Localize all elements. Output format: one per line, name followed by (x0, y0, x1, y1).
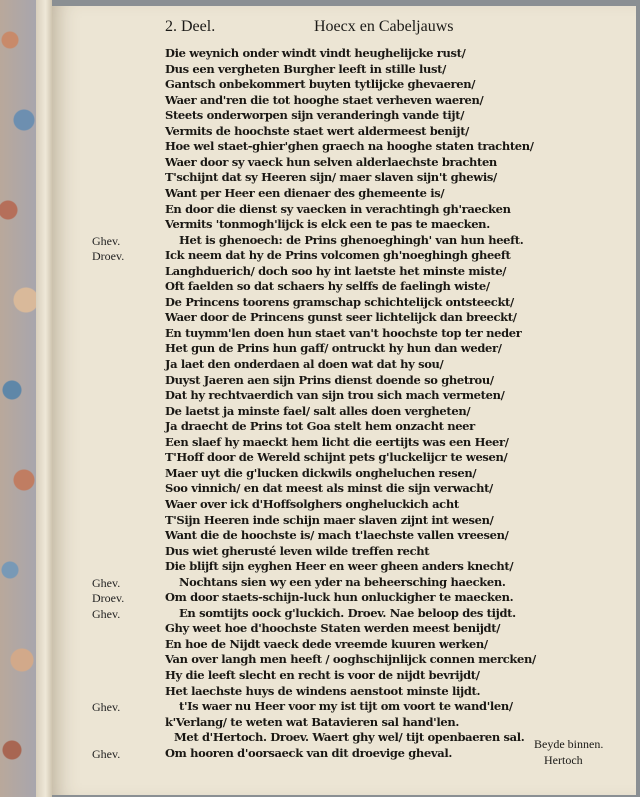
speaker-label: Ghev. (92, 233, 121, 248)
verse-text: Waer and'ren die tot hooghe staet verheven waeren/ (165, 92, 484, 107)
verse-text: Ja laet den onderdaen al doen wat dat hy sou/ (165, 357, 444, 371)
verse-text: Vermits de hoochste staet wert aldermeest benijt/ (165, 123, 470, 138)
speaker-label: Ghev. (92, 606, 121, 621)
verse-text: Want die de hoochste is/ mach t'laechste vallen vreesen/ (165, 528, 509, 543)
verse-text: k'Verlang/ te weten wat Batavieren sal hand'len. (165, 714, 459, 729)
verse-text: Dus wiet gherusté leven wilde treffen recht (165, 543, 430, 558)
stage-direction-enter: Hertoch (544, 753, 583, 767)
speaker-label: Ghev. (92, 746, 121, 761)
verse-text: Waer door de Princens gunst seer lichtelijck dan breeckt/ (165, 310, 517, 325)
verse-text: Duyst Jaeren aen sijn Prins dienst doende so ghetrou/ (165, 372, 494, 387)
verse-text: Het gun de Prins hun gaff/ ontruckt hy hun dan weder/ (165, 341, 502, 356)
verse-text: De Princens toorens gramschap schichtelijck ontsteeckt/ (165, 294, 514, 309)
verse-text: Dat hy rechtvaerdich van sijn trou sich mach vermeten/ (165, 388, 505, 403)
marbled-endpaper (0, 0, 36, 797)
verse-text: En door die dienst sy vaecken in verachtingh gh'raecken (165, 201, 511, 216)
verse-text: En hoe de Nijdt vaeck dede vreemde kuuren werken/ (165, 636, 488, 651)
verse-text: Hy die leeft slecht en recht is voor de nijdt bevrijdt/ (165, 668, 480, 682)
verse-text: Een slaef hy maeckt hem licht die eertijts was een Heer/ (165, 434, 509, 449)
verse-text: T'Sijn Heeren inde schijn maer slaven zijnt int wesen/ (165, 512, 494, 527)
verse-text: Oft faelden so dat schaers hy selffs de faelingh wiste/ (165, 279, 490, 294)
speaker-label: Ghev. (92, 575, 121, 590)
verse-text: Ick neem dat hy de Prins volcomen gh'noeghingh gheeft (165, 248, 511, 263)
verse-text: Het laechste huys de windens aenstoot minste lijdt. (165, 683, 481, 698)
verse-text: Om hooren d'oorsaeck van dit droevige gheval. (165, 745, 453, 760)
running-title: Hoecx en Cabeljauws (314, 18, 454, 35)
verse-text: Ghy weet hoe d'hoochste Staten werden meest benijdt/ (165, 621, 501, 636)
book-page (52, 6, 636, 795)
verse-text: T'Hoff door de Wereld schijnt pets g'luckelijcr te wesen/ (165, 450, 508, 465)
verse-text: Soo vinnich/ en dat meest als minst die sijn verwacht/ (165, 481, 493, 496)
verse-text: En somtijts oock g'luckich. Droev. Nae beloop des tijdt. (179, 605, 516, 620)
page-header (52, 18, 636, 44)
verse-text: Met d'Hertoch. Droev. Waert ghy wel/ tijt openbaeren sal. (174, 730, 525, 745)
verse-text: Die blijft sijn eyghen Heer en weer gheen anders knecht/ (165, 559, 514, 574)
verse-text: Want per Heer een dienaer des ghemeente is/ (165, 185, 445, 200)
page-edge (36, 0, 52, 797)
speaker-label: Ghev. (92, 700, 121, 715)
verse-text: Steets onderworpen sijn veranderingh vande tijt/ (165, 108, 465, 123)
verse-text: Maer uyt die g'lucken dickwils ongheluchen resen/ (165, 465, 477, 480)
verse-text: Ja draecht de Prins tot Goa stelt hem onzacht neer (165, 419, 475, 434)
verse-text: Waer door sy vaeck hun selven alderlaechste brachten (165, 154, 497, 169)
speaker-label: Droev. (92, 249, 125, 264)
verse-text: En tuymm'len doen hun staet van't hoochste top ter neder (165, 325, 522, 340)
verse-text: Langhduerich/ doch soo hy int laetste het minste miste/ (165, 263, 507, 278)
stage-direction-exit: Beyde binnen. (534, 737, 604, 751)
verse-text: Gantsch onbekommert buyten tytlijcke ghevaeren/ (165, 77, 476, 92)
verse-text: Van over langh men heeft / ooghschijnlijck connen mercken/ (165, 652, 536, 667)
verse-text: Vermits 'tonmogh'lijck is elck een te pas te maecken. (165, 217, 490, 232)
speaker-label: Droev. (92, 591, 125, 606)
verse-text: Nochtans sien wy een yder na beheersching haecken. (179, 574, 506, 589)
verse-text: Om door staets-schijn-luck hun onluckigher te maecken. (165, 590, 514, 605)
page-number: 2. Deel. (165, 18, 216, 35)
verse-text: Waer over ick d'Hoffsolghers ongheluckich acht (165, 496, 459, 511)
verse-text: Het is ghenoech: de Prins ghenoeghingh' van hun heeft. (179, 232, 524, 247)
verse-text: Dus een vergheten Burgher leeft in stille lust/ (165, 61, 446, 76)
verse-text: T'schijnt dat sy Heeren sijn/ maer slaven sijn't ghewis/ (165, 170, 497, 185)
verse-text: t'Is waer nu Heer voor my ist tijt om voort te wand'len/ (179, 699, 513, 714)
verse-text: De laetst ja minste fael/ salt alles doen vergheten/ (165, 403, 471, 418)
verse-text: Hoe wel staet-ghier'ghen graech na hooghe staten trachten/ (165, 139, 534, 154)
verse-text: Die weynich onder windt vindt heughelijcke rust/ (165, 46, 466, 60)
